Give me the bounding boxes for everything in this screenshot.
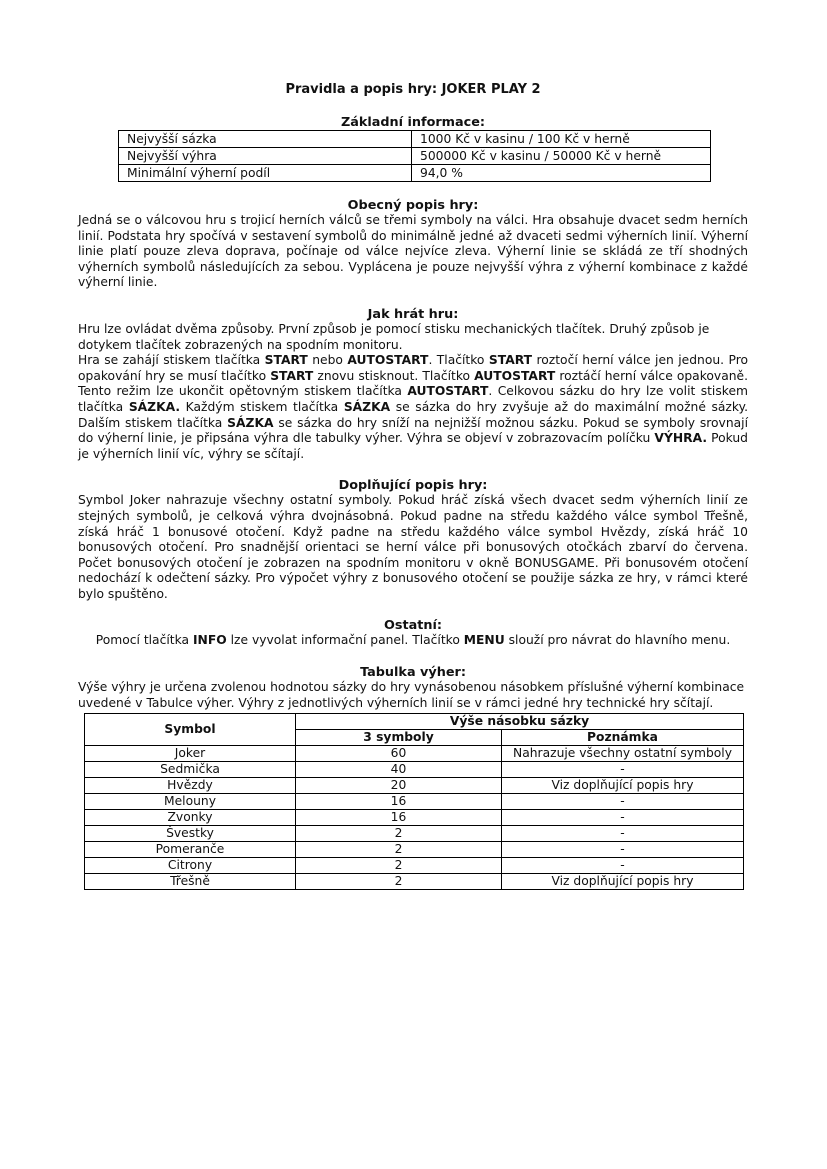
symbol-cell: Hvězdy <box>85 778 296 794</box>
text-run: . Tlačítko <box>428 353 489 368</box>
text-run: roztočí herní válce jen jednou. Pro opakování hry se musí tlačítko <box>78 353 749 383</box>
text-run: Pomocí tlačítka <box>95 633 193 648</box>
col-multiplier-header: Výše násobku sázky <box>296 714 744 730</box>
three-symbols-cell: 16 <box>296 794 502 810</box>
info-label: Nejvyšší výhra <box>119 148 412 165</box>
bold-term: SÁZKA <box>343 399 391 414</box>
three-symbols-cell: 40 <box>296 762 502 778</box>
document-title: Pravidla a popis hry: JOKER PLAY 2 <box>285 82 541 97</box>
note-cell: Viz doplňující popis hry <box>502 778 744 794</box>
note-cell: - <box>502 794 744 810</box>
table-row <box>85 746 744 762</box>
info-label: Nejvyšší sázka <box>119 131 412 148</box>
note-cell: - <box>502 762 744 778</box>
symbol-cell: Sedmička <box>85 762 296 778</box>
note-cell: - <box>502 826 744 842</box>
other-section <box>78 618 748 649</box>
bold-term: START <box>488 353 533 368</box>
note-cell: Nahrazuje všechny ostatní symboly <box>502 746 744 762</box>
bold-term: SÁZKA <box>227 415 274 430</box>
note-cell: - <box>502 858 744 874</box>
bold-term: START <box>264 353 308 368</box>
bold-term: AUTOSTART <box>347 353 429 368</box>
paytable-heading: Tabulka výher: <box>360 665 466 681</box>
text-run: lze vyvolat informační panel. Tlačítko <box>226 633 464 648</box>
text-run: nebo <box>307 353 348 368</box>
table-row <box>119 148 711 165</box>
note-cell: Viz doplňující popis hry <box>502 874 744 890</box>
symbol-cell: Joker <box>85 746 296 762</box>
bold-term: VÝHRA. <box>654 431 708 446</box>
note-cell: - <box>502 810 744 826</box>
info-value: 1000 Kč v kasinu / 100 Kč v herně <box>412 131 711 148</box>
how-to-play-text-2 <box>78 353 748 462</box>
text-run: znovu stisknout. Tlačítko <box>313 368 475 383</box>
table-row <box>85 778 744 794</box>
note-cell: - <box>502 842 744 858</box>
basic-info-heading: Základní informace: <box>340 115 486 130</box>
bold-term: MENU <box>463 633 505 648</box>
general-heading: Obecný popis hry: <box>347 198 479 213</box>
how-to-play-heading: Jak hrát hru: <box>367 306 459 322</box>
three-symbols-cell: 60 <box>296 746 502 762</box>
table-row <box>85 858 744 874</box>
symbol-cell: Švestky <box>85 826 296 842</box>
symbol-cell: Citrony <box>85 858 296 874</box>
info-value: 500000 Kč v kasinu / 50000 Kč v herně <box>412 148 711 165</box>
symbol-cell: Zvonky <box>85 810 296 826</box>
additional-text: Symbol Joker nahrazuje všechny ostatní symboly. Pokud hráč získá všech dvacet sedm výherních linií ze stejných symbolů, je celková výhra dvojnásobná. Pokud padne na středu každého válce symbol Třešně, získá hráč 1 bonusové otočení. Když padne na středu každého válce symbol Hvězdy, získá hráč 10 bonusových otočení. Pro snadnější orientaci se herní válce při bonusových otočkách zbarví do červena. Počet bonusových otočení je zobrazen na spodním monitoru v okně BONUSGAME. Při bonusovém otočení nedochází k odečtení sázky. Pro výpočet výhry z bonusového otočení se použije sázka ze hry, v rámci které bylo spuštěno. <box>78 493 748 601</box>
three-symbols-cell: 2 <box>296 842 502 858</box>
table-row <box>85 762 744 778</box>
three-symbols-cell: 2 <box>296 826 502 842</box>
symbol-cell: Třešně <box>85 874 296 890</box>
basic-info-table <box>118 130 711 182</box>
table-row <box>85 874 744 890</box>
paytable-intro: Výše výhry je určena zvolenou hodnotou sázky do hry vynásobenou násobkem příslušné výherní kombinace uvedené v Tabulce výher. Výhry z jednotlivých výherních linií se v rámci jedné hry technické hry sčítají. <box>78 680 745 710</box>
how-to-play-section <box>78 307 748 462</box>
bold-term: START <box>270 368 314 383</box>
table-row <box>85 842 744 858</box>
text-run: Každým stiskem tlačítka <box>180 399 344 414</box>
three-symbols-cell: 2 <box>296 858 502 874</box>
bold-term: SÁZKA. <box>128 399 181 414</box>
text-run: Pokud je výherních linií víc, výhry se sčítají. <box>78 431 748 461</box>
text-run: Hra se zahájí stiskem tlačítka <box>78 353 265 368</box>
symbol-cell: Pomeranče <box>85 842 296 858</box>
text-run: se sázka do hry zvyšuje až do maximální možné sázky. Dalším stiskem tlačítka <box>78 399 748 430</box>
general-text: Jedná se o válcovou hru s trojicí herních válců se třemi symboly na válci. Hra obsahuje dvacet sedm herních linií. Podstata hry spočívá v sestavení symbolů do minimálně jedné až dvaceti sedmi výherních linií. Výherní linie platí pouze zleva doprava, počínaje od válce nejvíce zleva. Výherní linie se skládá ze tří shodných výherních symbolů následujících za sebou. Vyplácena je pouze nejvyšší výhra z výherní kombinace z každé výherní linie. <box>78 213 748 290</box>
table-row <box>119 131 711 148</box>
three-symbols-cell: 20 <box>296 778 502 794</box>
bold-term: AUTOSTART <box>407 384 489 399</box>
general-section <box>78 198 748 291</box>
info-label: Minimální výherní podíl <box>119 165 412 182</box>
three-symbols-cell: 16 <box>296 810 502 826</box>
document-page <box>78 82 748 890</box>
table-header-row <box>85 714 744 730</box>
paytable-section <box>78 665 748 890</box>
how-to-play-text-1: Hru lze ovládat dvěma způsoby. První způsob je pomocí stisku mechanických tlačítek. Druhý způsob je dotykem tlačítek zobrazených na spodním monitoru. <box>78 321 710 352</box>
bold-term: AUTOSTART <box>474 368 556 383</box>
table-row <box>85 794 744 810</box>
text-run: slouží pro návrat do hlavního menu. <box>504 633 731 648</box>
other-text <box>78 633 748 649</box>
additional-section <box>78 478 748 602</box>
col-three-symbols-header: 3 symboly <box>296 730 502 746</box>
symbol-cell: Melouny <box>85 794 296 810</box>
text-run: . Celkovou sázku do hry lze volit stiskem tlačítka <box>78 384 748 414</box>
other-heading: Ostatní: <box>384 618 442 634</box>
text-run: roztáčí herní válce opakovaně. Tento režim lze ukončit opětovným stiskem tlačítka <box>78 368 748 399</box>
info-value: 94,0 % <box>412 165 711 182</box>
text-run: se sázka do hry sníží na nejnižší možnou sázku. Pokud se symboly srovnají do výherní linie, je připsána výhra dle tabulky výher. Výhra se objeví v zobrazovacím políčku <box>78 415 748 446</box>
three-symbols-cell: 2 <box>296 874 502 890</box>
bold-term: INFO <box>192 633 227 648</box>
paytable <box>84 713 744 890</box>
table-row <box>85 810 744 826</box>
additional-heading: Doplňující popis hry: <box>338 478 488 494</box>
table-row <box>119 165 711 182</box>
paytable-body <box>85 746 744 890</box>
col-symbol-header: Symbol <box>85 714 296 746</box>
table-row <box>85 826 744 842</box>
col-note-header: Poznámka <box>502 730 744 746</box>
